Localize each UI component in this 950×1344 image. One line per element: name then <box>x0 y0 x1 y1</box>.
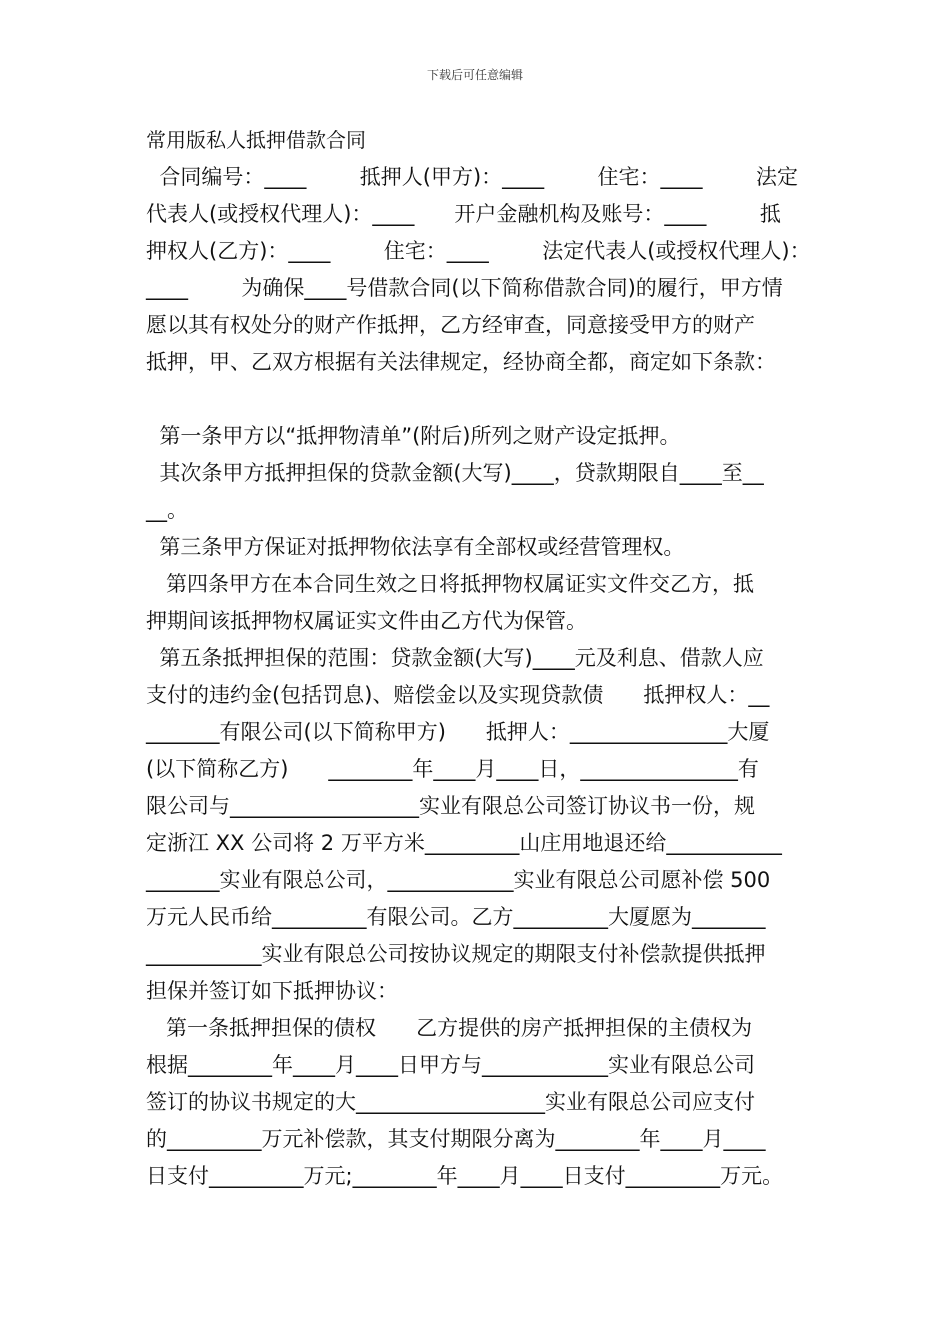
clause-line: 第一条抵押担保的债权 乙方提供的房产抵押担保的主债权为 <box>146 1016 753 1040</box>
clause-line: 定浙江 XX 公司将 2 万平方米_________山庄用地退还给___________ <box>146 831 782 855</box>
page-header: 下载后可任意编辑 <box>426 68 523 82</box>
paragraph-line: 愿以其有权处分的财产作抵押，乙方经审查，同意接受甲方的财产 <box>146 313 755 337</box>
clause-line: 的_________万元补偿款，其支付期限分离为________年____月____ <box>146 1127 766 1151</box>
clause-line: 根据________年____月____日甲方与____________实业有限总公司 <box>146 1053 755 1077</box>
clause-line: 第三条甲方保证对抵押物依法享有全部权或经营管理权。 <box>146 535 685 559</box>
clause-line: 第五条抵押担保的范围：贷款金额(大写)____元及利息、借款人应 <box>146 646 764 670</box>
clause-line: 担保并签订如下抵押协议： <box>146 979 398 1003</box>
clause-line: _______有限公司(以下简称甲方) 抵押人：_______________大厦 <box>146 720 770 744</box>
document-title: 常用版私人抵押借款合同 <box>146 128 366 152</box>
clause-line: 其次条甲方抵押担保的贷款金额(大写)____，贷款期限自____至__ <box>146 461 764 485</box>
clause-line: (以下简称乙方) ________年____月____日，_______________有 <box>146 757 759 781</box>
paragraph-line: 押权人(乙方)：____ 住宅：____ 法定代表人(或授权代理人)： <box>146 239 811 263</box>
paragraph-line: ____ 为确保____号借款合同(以下简称借款合同)的履行，甲方情 <box>146 276 783 300</box>
clause-line: ___________实业有限总公司按协议规定的期限支付补偿款提供抵押 <box>146 942 766 966</box>
clause-line: __。 <box>146 498 188 522</box>
clause-line: 日支付_________万元;________年____月____日支付_________万元。 <box>146 1164 784 1188</box>
clause-line: 万元人民币给_________有限公司。乙方_________大厦愿为_______ <box>146 905 766 929</box>
clause-line: 限公司与__________________实业有限总公司签订协议书一份，规 <box>146 794 755 818</box>
clause-line: 第一条甲方以“抵押物清单”(附后)所列之财产设定抵押。 <box>146 424 681 448</box>
clause-line: 第四条甲方在本合同生效之日将抵押物权属证实文件交乙方，抵 <box>146 572 755 596</box>
document-body <box>146 122 822 1195</box>
paragraph-line: 代表人(或授权代理人)：____ 开户金融机构及账号：____ 抵 <box>146 202 781 226</box>
clause-line: _______实业有限总公司，____________实业有限总公司愿补偿 500 <box>146 868 771 892</box>
clause-line: 押期间该抵押物权属证实文件由乙方代为保管。 <box>146 609 587 633</box>
clause-line: 支付的违约金(包括罚息)、赔偿金以及实现贷款债 抵押权人：__ <box>146 683 770 707</box>
paragraph-line: 抵押，甲、乙双方根据有关法律规定，经协商全都，商定如下条款： <box>146 350 776 374</box>
paragraph-line: 合同编号：____ 抵押人(甲方)：____ 住宅：____ 法定 <box>146 165 798 189</box>
clause-line: 签订的协议书规定的大__________________实业有限总公司应支付 <box>146 1090 755 1114</box>
blank-line <box>146 381 822 418</box>
